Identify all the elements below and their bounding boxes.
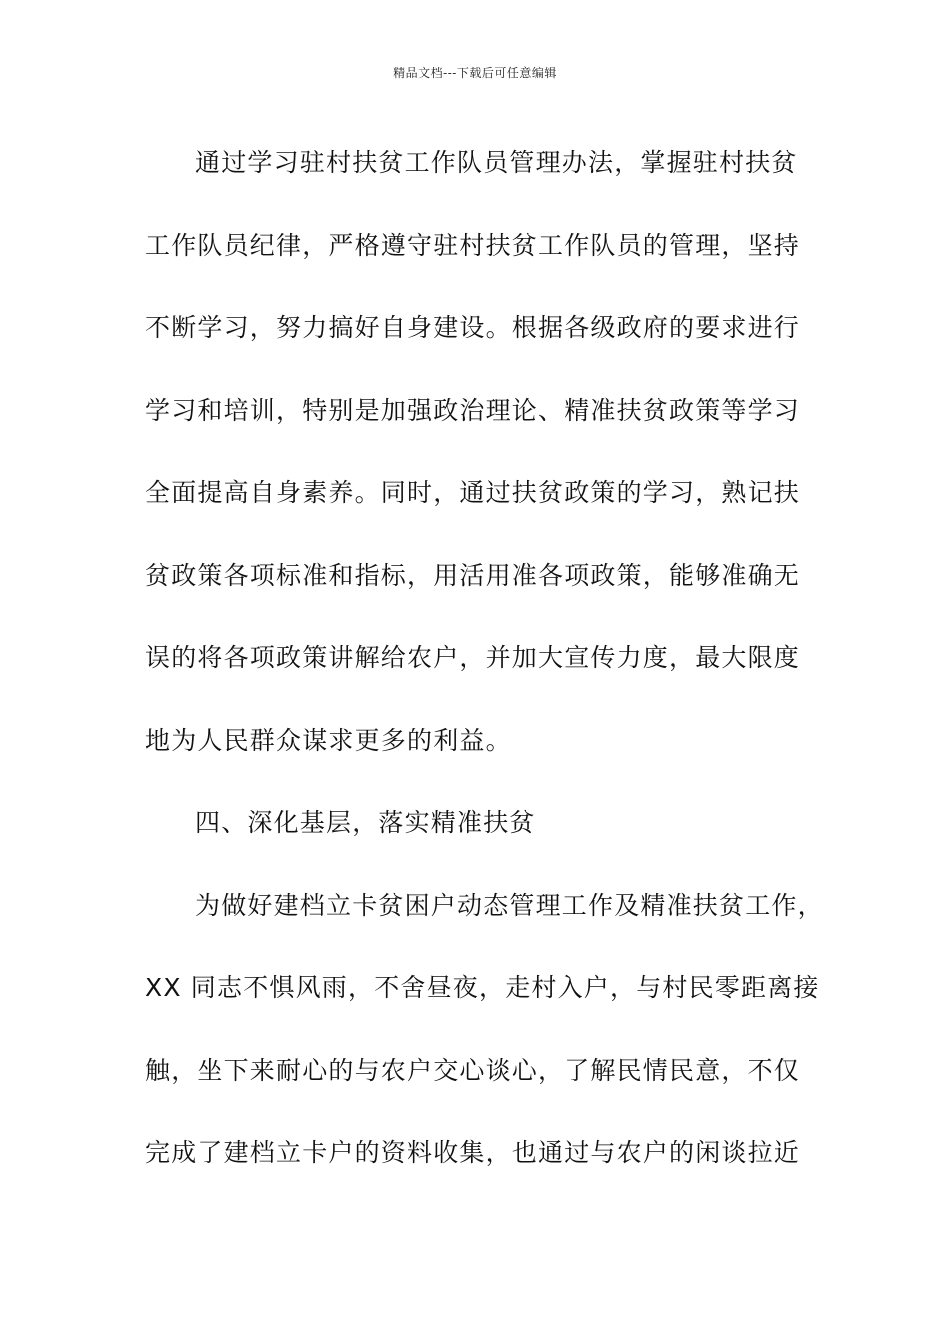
paragraph-line: 工作队员纪律，严格遵守驻村扶贫工作队员的管理，坚持 (145, 230, 801, 260)
paragraph-line: 贫政策各项标准和指标，用活用准各项政策，能够准确无 (145, 560, 801, 590)
paragraph-line: 触，坐下来耐心的与农户交心谈心，了解民情民意，不仅 (145, 1055, 801, 1085)
paragraph-line: 地为人民群众谋求更多的利益。 (145, 725, 512, 755)
paragraph-line: 完成了建档立卡户的资料收集，也通过与农户的闲谈拉近 (145, 1138, 801, 1167)
body-text (145, 122, 824, 1195)
paragraph-line: 通过学习驻村扶贫工作队员管理办法，掌握驻村扶贫 (195, 148, 798, 177)
paragraph-line: 全面提高自身素养。同时，通过扶贫政策的学习，熟记扶 (145, 478, 801, 507)
paragraph-line: 不断学习，努力搞好自身建设。根据各级政府的要求进行 (145, 313, 801, 342)
paragraph-line: 误的将各项政策讲解给农户，并加大宣传力度，最大限度 (145, 643, 801, 672)
paragraph-line: XX 同志不惧风雨，不舍昼夜，走村入户，与村民零距离接 (145, 973, 820, 1002)
paragraph-line: 为做好建档立卡贫困户动态管理工作及精准扶贫工作， (195, 890, 824, 920)
paragraph-line: 学习和培训，特别是加强政治理论、精准扶贫政策等学习 (145, 395, 801, 425)
header-note: 精品文档---下载后可任意编辑 (393, 66, 557, 80)
section-heading: 四、深化基层，落实精准扶贫 (195, 808, 536, 837)
